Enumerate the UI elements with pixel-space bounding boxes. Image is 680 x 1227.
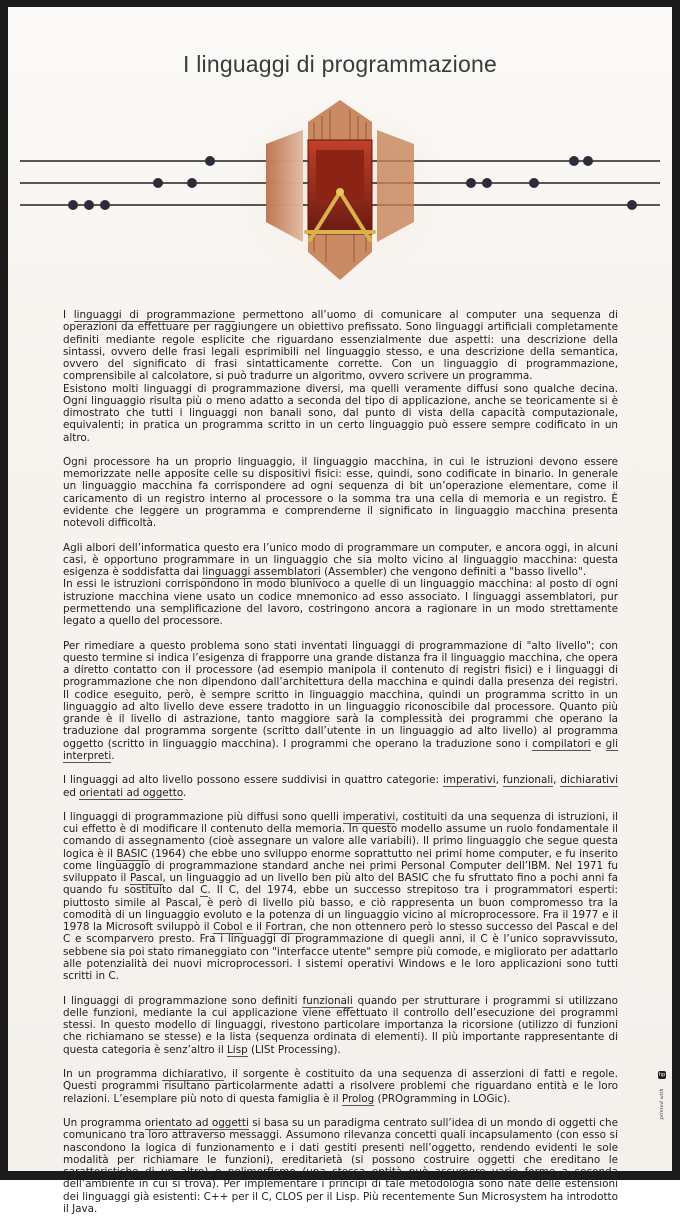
paragraph-text: ed bbox=[63, 786, 80, 799]
poster-panel bbox=[8, 7, 672, 1215]
paragraph bbox=[63, 1068, 618, 1105]
color-calibration-bar bbox=[292, 0, 388, 6]
term-link[interactable]: Lisp bbox=[227, 1043, 248, 1056]
paragraph bbox=[63, 309, 618, 444]
paragraph-text: (LISt Processing). bbox=[247, 1043, 341, 1056]
paragraph bbox=[63, 995, 618, 1056]
page-title: I linguaggi di programmazione bbox=[183, 51, 497, 77]
paragraph-text: I bbox=[63, 309, 74, 321]
paragraph-text: Esistono molti linguaggi di programmazione diversi, ma quelli veramente diffusi sono qualche decina. Ogni linguaggio risulta più o meno adatto a seconda del tipo di applicazione, anche se teoricamente si è dimostrato che tutti i linguaggi non banali sono, dal punto di vista della capacità computazionale, equivalenti; in pratica un programma scritto in un certo linguaggio può essere sempre codificato in un altro. bbox=[63, 382, 618, 444]
term-link[interactable]: Pascal bbox=[129, 872, 163, 885]
paragraph-text: In un programma bbox=[63, 1068, 163, 1081]
article-body bbox=[63, 309, 618, 1227]
hp-logo-icon: hp bbox=[658, 1072, 666, 1078]
paragraph-text: e bbox=[590, 737, 606, 750]
paragraph-text: , che non ottennero però lo stesso successo del Pascal e del C e scomparvero presto. Fra i linguaggi di programmazione di quegli anni, il C è l’unico sopravvissuto, sebbene sia poi stato rimaneggiato con "interfacce utente" sempre più comode, e migliorato per adattarlo alle potenzialità dei nuovi microprocessori. I sistemi operativi Windows e le loro applicazioni sono tutti scritti in C. bbox=[63, 921, 618, 983]
term-link[interactable]: imperativi bbox=[442, 774, 496, 787]
term-link[interactable]: compilatori bbox=[532, 737, 591, 750]
term-link[interactable]: Fortran bbox=[265, 921, 303, 934]
term-link[interactable]: gli interpreti bbox=[63, 737, 618, 762]
printed-with-mark bbox=[655, 1071, 669, 1131]
paragraph-text: . Il C, del 1974, ebbe un successo strepitoso tra i programmatori esperti: piuttosto simile al Pascal, è però di livello più basso, e ciò rappresenta un buon compromesso tra la comodità di un linguaggio evoluto e la potenza di un linguaggio vicino al microprocessore. Fra il 1977 e il 1978 la Microsoft sviluppò il bbox=[63, 884, 619, 934]
paragraph-text: quando per strutturare i programmi si utilizzano delle funzioni, mediante la cui applicazione viene effettuato il controllo dell’esecuzione dei programmi stessi. In questo modello di linguaggi, rivestono particolare importanza la ricorsione (utilizzo di funzioni che richiamano se stesse) e la lista (sequenza ordinata di elementi). Il più importante rappresentante di questa categoria è senz’altro il bbox=[63, 994, 618, 1056]
paragraph-text: , bbox=[495, 774, 503, 787]
term-link[interactable]: orientato ad oggetti bbox=[144, 1117, 249, 1129]
paragraph-text: In essi le istruzioni corrispondono in modo biunivoco a quelle di un linguaggio macchina: al posto di ogni istruzione macchina viene usato un codice mnemonico ad esso associato. I linguaggi assemblatori, pur permettendo una semplificazione del lavoro, costringono ancora a ragionare in un modo strettamente legato a quello del processore. bbox=[63, 578, 618, 628]
paragraph bbox=[63, 542, 618, 628]
term-link[interactable]: funzionali bbox=[502, 774, 554, 787]
term-link[interactable]: orientati ad oggetto bbox=[79, 786, 184, 799]
paragraph-text: . bbox=[183, 786, 187, 799]
term-link[interactable]: dichiarativo bbox=[162, 1068, 224, 1081]
term-link[interactable]: BASIC bbox=[116, 847, 148, 860]
term-link[interactable]: linguaggi assemblatori bbox=[202, 566, 321, 579]
term-link[interactable]: funzionali bbox=[302, 994, 353, 1007]
term-link[interactable]: C bbox=[200, 884, 208, 897]
term-link[interactable]: Prolog bbox=[341, 1092, 375, 1105]
processor-chip-illustration bbox=[8, 92, 672, 297]
term-link[interactable]: linguaggi di programmazione bbox=[73, 309, 235, 321]
paragraph-text: Per rimediare a questo problema sono stati inventati linguaggi di programmazione di "alto livello"; con questo termine si indica l’esigenza di frapporre una grande distanza fra il linguaggio macchina, che opera a diretto contatto con il processore (ad esempio manipola il contenuto di registri fisici) e i linguaggi di programmazione che non dipendono dall’architettura della macchina e quindi dalla presenza dei registri. Il codice eseguito, però, è sempre scritto in linguaggio macchina, quindi un programma scritto in un linguaggio ad alto livello deve essere tradotto in un linguaggio riconoscibile dal processore. Quanto più grande è il livello di astrazione, tanto maggiore sarà la complessità dei programmi che operano la traduzione dal programma sorgente (scritto dall’utente in un linguaggio ad alto livello) al programma oggetto (scritto in linguaggio macchina). I programmi che operano la traduzione sono i bbox=[63, 639, 618, 750]
paragraph-text: (PROgramming in LOGic). bbox=[374, 1092, 511, 1105]
paragraph-text: e il bbox=[242, 921, 266, 934]
paragraph-text: I linguaggi di programmazione più diffusi sono quelli bbox=[63, 810, 343, 823]
paragraph-text: , un linguaggio ad un livello ben più alto del BASIC che fu sfruttato fino a pochi anni fa quando fu sostituito dal bbox=[63, 872, 618, 897]
paragraph-text: , il sorgente è costituito da una sequenza di asserzioni di fatti e regole. Questi programmi risultano particolarmente adatti a risolvere problemi che riguardano entità e le loro relazioni. L’esemplare più noto di questa famiglia è il bbox=[63, 1068, 618, 1105]
paragraph-text: si basa su un paradigma centrato sull’idea di un mondo di oggetti che comunicano tra loro attraverso messaggi. Assumono rilevanza concetti quali incapsulamento (con esso si nascondono la logica di funzionamento e i dati gestiti presenti nell’oggetto, rendendo evidenti le sole modalità per richiamare le funzioni), ereditarietà (si possono costruire oggetti che ereditano le caratteristiche di un altro) e polimorfismo (una stessa entità può assumere varie forme a seconda dell’ambiente in cui si trova). Per implementare i principi di tale metodologia sono nate delle estensioni dei linguaggi già esistenti: C++ per il C, CLOS per il Lisp. Più recentemente Sun Microsystem ha introdotto il Java. bbox=[63, 1117, 618, 1215]
paragraph bbox=[63, 811, 618, 983]
paragraph-text: Un programma bbox=[63, 1117, 145, 1129]
paragraph-text: . bbox=[111, 749, 115, 762]
term-link[interactable]: Cobol bbox=[213, 921, 243, 934]
paragraph-text: (1964) che ebbe uno sviluppo enorme soprattutto nei primi home computer, e fu inserito come linguaggio di programmazione standard anche nei primi Personal Computer dell’IBM. Nel 1971 fu sviluppato il bbox=[63, 847, 618, 885]
paragraph-text: permettono all’uomo di comunicare al computer una sequenza di operazioni da effettuare per raggiungere un obiettivo prefissato. Sono linguaggi artificiali completamente definiti mediante regole esplicite che riguardano essenzialmente due aspetti: una descrizione della sintassi, ovvero delle frasi legali esprimibili nel linguaggio stesso, e una descrizione della semantica, ovvero del significato di frasi sintatticamente corrette. Con un linguaggio di programmazione, comprensibile al calcolatore, si può tradurre un algoritmo, ovvero scrivere un programma. bbox=[63, 309, 618, 383]
paragraph bbox=[63, 1117, 618, 1215]
term-link[interactable]: imperativi bbox=[342, 810, 396, 823]
paragraph-text: , bbox=[553, 774, 561, 787]
paragraph-text: (Assembler) che vengono definiti a "basso livello". bbox=[320, 566, 587, 579]
paragraph bbox=[63, 456, 618, 530]
paragraph-text: Ogni processore ha un proprio linguaggio, il linguaggio macchina, in cui le istruzioni devono essere memorizzate nelle apposite celle su dispositivi fisici: esse, quindi, sono codificate in binario. In generale un linguaggio macchina fa corrispondere ad ogni sequenza di bit un’operazione elementare, come il caricamento di un registro interno al processore o la somma tra una cella di memoria e un registro. È evidente che leggere un programma e comprenderne il significato in linguaggio macchina presenta notevoli difficoltà. bbox=[63, 455, 618, 530]
paragraph-text: I linguaggi ad alto livello possono essere suddivisi in quattro categorie: bbox=[63, 774, 443, 787]
paragraph bbox=[63, 774, 618, 799]
printed-with-label: printed with bbox=[659, 1088, 665, 1120]
paragraph bbox=[63, 640, 618, 763]
paragraph-text: , costituiti da una sequenza di istruzioni, il cui effetto è di modificare il contenuto della memoria. In questo modello assume un ruolo fondamentale il comando di assegnamento (cioè assegnare un valore alle variabili). Il primo linguaggio che segue questa logica è il bbox=[63, 810, 618, 860]
paragraph-text: I linguaggi di programmazione sono definiti bbox=[63, 994, 303, 1007]
term-link[interactable]: dichiarativi bbox=[560, 774, 619, 787]
paragraph-text: Agli albori dell’informatica questo era l’unico modo di programmare un computer, e ancora oggi, in alcuni casi, è opportuno programmare in un linguaggio che sia molto vicino al linguaggio macchina: questa esigenza è soddisfatta dai bbox=[63, 541, 618, 579]
